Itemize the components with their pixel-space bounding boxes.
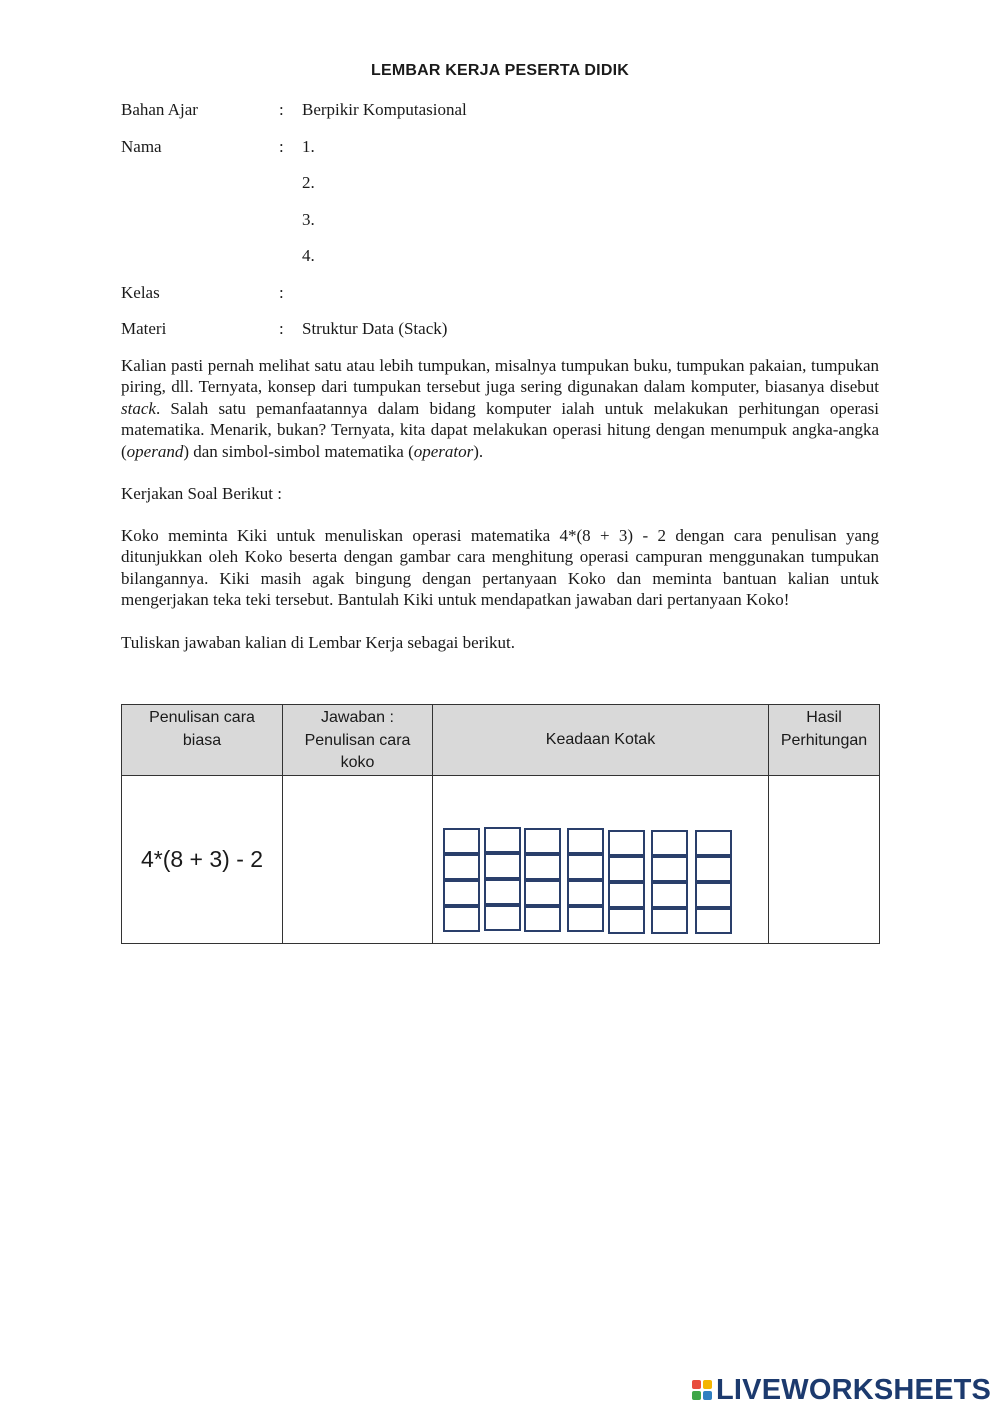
closing-text: Tuliskan jawaban kalian di Lembar Kerja sebagai berikut. <box>121 633 516 652</box>
stack-box[interactable] <box>484 905 521 931</box>
stack-box[interactable] <box>695 856 732 882</box>
result-input[interactable] <box>769 776 879 943</box>
field-label: Kelas <box>121 283 160 302</box>
header-hasil: Hasil Perhitungan <box>769 705 880 776</box>
intro-paragraph: Kalian pasti pernah melihat satu atau lebih tumpukan, misalnya tumpukan buku, tumpukan pakaian, tumpukan piring, dll. Ternyata, konsep dari tumpukan tersebut juga sering digunakan dalam komputer, biasanya disebut stack. Salah satu pemanfaatannya dalam bidang komputer ialah untuk melakukan perhitungan operasi matematika. Menarik, bukan? Ternyata, kita dapat melakukan operasi hitung dengan menumpuk angka-angka (operand) dan simbol-simbol matematika (operator). <box>121 356 879 461</box>
stack-box[interactable] <box>484 879 521 905</box>
stack-box[interactable] <box>608 908 645 934</box>
logo-text: LIVEWORKSHEETS <box>716 1373 992 1406</box>
field-value: Berpikir Komputasional <box>302 100 467 119</box>
table-header-row <box>122 705 880 776</box>
liveworksheets-logo <box>692 1374 991 1406</box>
stack-box[interactable] <box>443 828 480 854</box>
stack-box[interactable] <box>524 880 561 906</box>
answer-input[interactable] <box>283 776 432 943</box>
expression-cell: 4*(8 + 3) - 2 <box>122 776 283 944</box>
stack-box[interactable] <box>695 908 732 934</box>
header-keadaan-kotak: Keadaan Kotak <box>433 705 769 776</box>
field-label: Nama <box>121 137 162 156</box>
worksheet-table <box>121 704 880 944</box>
field-label: Bahan Ajar <box>121 100 198 119</box>
worksheet-title: LEMBAR KERJA PESERTA DIDIK <box>371 62 629 79</box>
nama-item-1: 1. <box>302 137 315 156</box>
stack-column <box>524 828 561 932</box>
term-operator: operator <box>413 441 474 461</box>
stack-column <box>567 828 604 932</box>
result-cell[interactable] <box>769 776 880 944</box>
stack-box[interactable] <box>567 880 604 906</box>
stack-cell <box>433 776 769 944</box>
stack-box[interactable] <box>443 854 480 880</box>
term-stack: stack <box>121 398 156 418</box>
field-colon: : <box>279 137 284 156</box>
field-value: Struktur Data (Stack) <box>302 319 448 338</box>
nama-item-2: 2. <box>302 173 315 192</box>
table-row <box>122 776 880 944</box>
field-label: Materi <box>121 319 167 338</box>
problem-paragraph: Koko meminta Kiki untuk menuliskan operasi matematika 4*(8 + 3) - 2 dengan cara penulisan yang ditunjukkan oleh Koko beserta dengan gambar cara menghitung operasi campuran menggunakan tumpukan bilangannya. Kiki masih agak bingung dengan pertanyaan Koko dan meminta bantuan kalian untuk mengerjakan teka teki tersebut. Bantulah Kiki untuk mendapatkan jawaban dari pertanyaan Koko! <box>121 526 879 610</box>
stack-box[interactable] <box>608 830 645 856</box>
stack-box[interactable] <box>524 854 561 880</box>
header-jawaban: Jawaban : Penulisan cara koko <box>283 705 433 776</box>
stack-box[interactable] <box>567 854 604 880</box>
stack-column <box>608 830 645 934</box>
instruction-text: Kerjakan Soal Berikut : <box>121 484 282 503</box>
stack-box[interactable] <box>524 828 561 854</box>
stack-box[interactable] <box>608 882 645 908</box>
stack-box[interactable] <box>443 880 480 906</box>
nama-item-3: 3. <box>302 210 315 229</box>
stack-box[interactable] <box>651 908 688 934</box>
answer-cell[interactable] <box>283 776 433 944</box>
stack-box[interactable] <box>608 856 645 882</box>
stack-box[interactable] <box>567 906 604 932</box>
stack-column <box>695 830 732 934</box>
stack-column <box>651 830 688 934</box>
field-colon: : <box>279 319 284 338</box>
header-penulisan-biasa: Penulisan cara biasa <box>122 705 283 776</box>
stack-box[interactable] <box>484 853 521 879</box>
stack-box[interactable] <box>695 830 732 856</box>
stack-column <box>443 828 480 932</box>
field-colon: : <box>279 283 284 302</box>
stack-box[interactable] <box>567 828 604 854</box>
stack-boxes <box>433 776 768 943</box>
nama-item-4: 4. <box>302 246 315 265</box>
stack-box[interactable] <box>443 906 480 932</box>
stack-column <box>484 827 521 931</box>
stack-box[interactable] <box>484 827 521 853</box>
field-colon: : <box>279 100 284 119</box>
stack-box[interactable] <box>524 906 561 932</box>
logo-mark-icon <box>692 1380 712 1400</box>
term-operand: operand <box>126 441 184 461</box>
stack-box[interactable] <box>651 856 688 882</box>
stack-box[interactable] <box>651 882 688 908</box>
stack-box[interactable] <box>695 882 732 908</box>
stack-box[interactable] <box>651 830 688 856</box>
